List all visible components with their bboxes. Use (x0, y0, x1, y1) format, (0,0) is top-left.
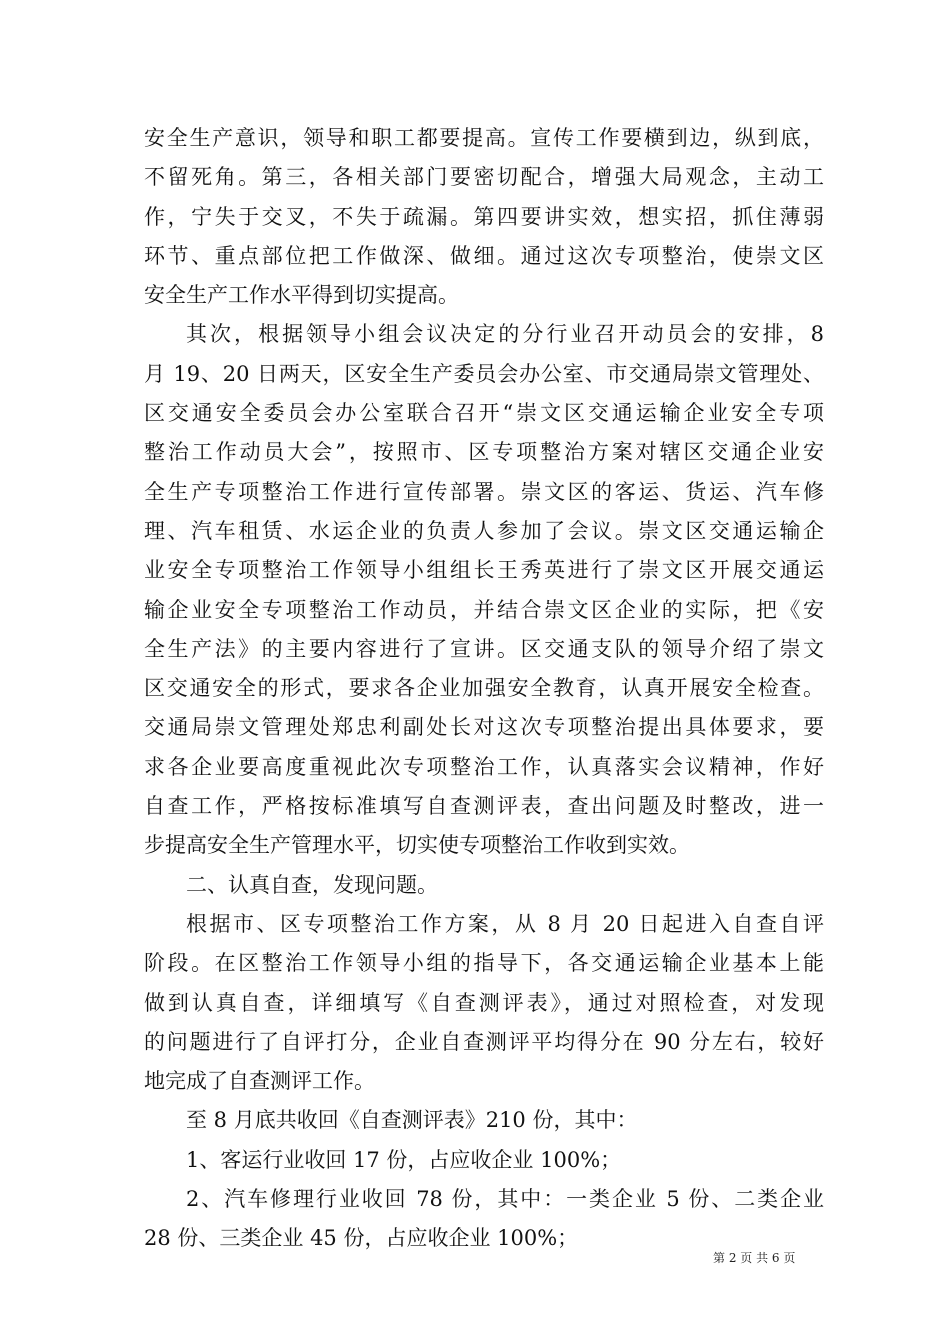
text-line: 28 份、三类企业 45 份，占应收企业 100%； (144, 1226, 579, 1251)
text-line: 步提高安全生产管理水平，切实使专项整治工作收到实效。 (144, 833, 690, 858)
text-line: 环节、重点部位把工作做深、做细。通过这次专项整治，使崇文区 (144, 243, 824, 268)
text-line: 2、汽车修理行业收回 78 份，其中：一类企业 5 份、二类企业 (186, 1187, 824, 1212)
text-line: 输企业安全专项整治工作动员，并结合崇文区企业的实际，把《安 (144, 597, 824, 622)
text-line: 地完成了自查测评工作。 (144, 1069, 375, 1094)
text-line: 全生产法》的主要内容进行了宣讲。区交通支队的领导介绍了崇文 (144, 636, 824, 661)
text-line: 月 19、20 日两天，区安全生产委员会办公室、市交通局崇文管理处、 (144, 361, 824, 386)
page-number-footer: 第 2 页 共 6 页 (713, 1251, 796, 1265)
text-line: 作，宁失于交叉，不失于疏漏。第四要讲实效，想实招，抓住薄弱 (144, 204, 824, 229)
text-line: 根据市、区专项整治工作方案，从 8 月 20 日起进入自查自评 (186, 911, 824, 936)
text-line: 不留死角。第三，各相关部门要密切配合，增强大局观念，主动工 (144, 165, 824, 190)
text-line: 安全生产工作水平得到切实提高。 (144, 283, 459, 308)
text-line: 理、汽车租赁、水运企业的负责人参加了会议。崇文区交通运输企 (144, 518, 824, 543)
text-line: 1、客运行业收回 17 份，占应收企业 100%； (186, 1147, 622, 1172)
text-line: 阶段。在区整治工作领导小组的指导下，各交通运输企业基本上能 (144, 951, 824, 976)
text-line: 区交通安全委员会办公室联合召开“崇文区交通运输企业安全专项 (144, 401, 824, 426)
text-line: 其次，根据领导小组会议决定的分行业召开动员会的安排，8 (186, 322, 824, 347)
text-line: 整治工作动员大会”，按照市、区专项整治方案对辖区交通企业安 (144, 440, 824, 465)
text-line: 业安全专项整治工作领导小组组长王秀英进行了崇文区开展交通运 (144, 558, 824, 583)
text-line: 区交通安全的形式，要求各企业加强安全教育，认真开展安全检查。 (144, 676, 824, 701)
text-line: 全生产专项整治工作进行宣传部署。崇文区的客运、货运、汽车修 (144, 479, 824, 504)
text-line: 做到认真自查，详细填写《自查测评表》，通过对照检查，对发现 (144, 990, 824, 1015)
text-line: 二、认真自查，发现问题。 (186, 872, 438, 897)
text-line: 交通局崇文管理处郑忠利副处长对这次专项整治提出具体要求，要 (144, 715, 824, 740)
text-line: 求各企业要高度重视此次专项整治工作，认真落实会议精神，作好 (144, 754, 824, 779)
text-line: 自查工作，严格按标准填写自查测评表，查出问题及时整改，进一 (144, 794, 824, 819)
text-line: 至 8 月底共收回《自查测评表》210 份，其中： (186, 1108, 638, 1133)
text-line: 的问题进行了自评打分，企业自查测评平均得分在 90 分左右，较好 (144, 1029, 824, 1054)
document-body (144, 119, 824, 1259)
text-line: 安全生产意识，领导和职工都要提高。宣传工作要横到边，纵到底， (144, 126, 824, 150)
